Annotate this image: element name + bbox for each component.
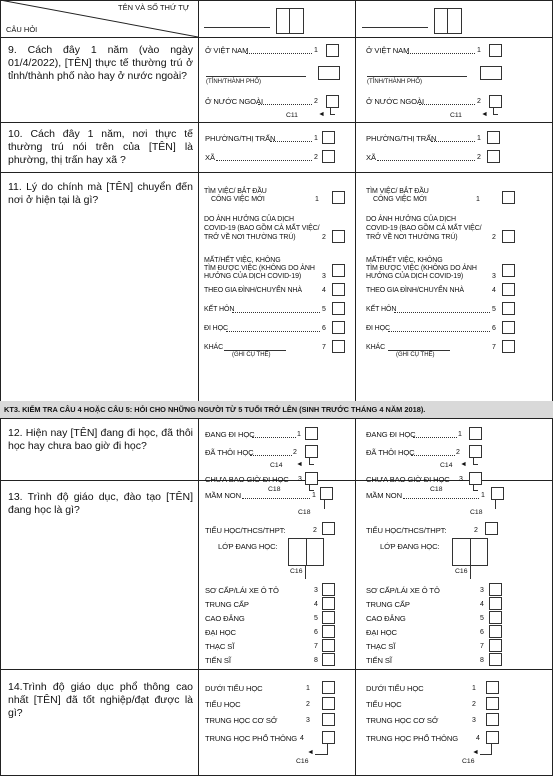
q11-p2-box2[interactable]: [502, 230, 515, 243]
q9-p1-box1[interactable]: [326, 44, 339, 57]
q9-p1-opt-abroad: Ở NƯỚC NGOÀI: [205, 97, 263, 106]
q9-p1-opt-vietnam: Ở VIỆT NAM: [205, 46, 249, 55]
q13-p1-box1[interactable]: [320, 487, 333, 500]
q13-p2-box4[interactable]: [489, 597, 502, 610]
q11-p1-box6[interactable]: [332, 321, 345, 334]
q13-p1-grade-box[interactable]: [288, 538, 324, 566]
q11-p1-box7[interactable]: [332, 340, 345, 353]
q13-p2-box5[interactable]: [489, 611, 502, 624]
q13-p1-box7[interactable]: [322, 639, 335, 652]
q11-p2-box5[interactable]: [502, 302, 515, 315]
q11-p1-box5[interactable]: [332, 302, 345, 315]
q13-p1-box2[interactable]: [322, 522, 335, 535]
q11-p1-box1[interactable]: [332, 191, 345, 204]
q13-p2-box8[interactable]: [489, 653, 502, 666]
q9-text: 9. Cách đây 1 năm (vào ngày 01/4/2022), [TÊN] thực tế thường trú ở tỉnh/thành phố nào hay ở nước ngoài?: [8, 44, 193, 82]
q11-p2-box1[interactable]: [502, 191, 515, 204]
person2-number-box[interactable]: [434, 8, 462, 34]
q11-p1-box4[interactable]: [332, 283, 345, 296]
header-question-label: CÂU HỎI: [6, 25, 38, 34]
q14-p1-box1[interactable]: [322, 681, 335, 694]
q14-p2-box2[interactable]: [486, 697, 499, 710]
q10-p2-box2[interactable]: [487, 150, 500, 163]
q12-text: 12. Hiện nay [TÊN] đang đi học, đã thôi học hay chưa bao giờ đi học?: [8, 427, 193, 452]
q10-p2-box1[interactable]: [487, 131, 500, 144]
q9-p1-province-box[interactable]: [318, 66, 340, 80]
q13-p2-box2[interactable]: [485, 522, 498, 535]
q9-p1-province-line[interactable]: [206, 76, 306, 77]
q13-p2-box3[interactable]: [489, 583, 502, 596]
q13-text: 13. Trình độ giáo dục, đào tạo [TÊN] đang học là gì?: [8, 491, 193, 516]
q11-text: 11. Lý do chính mà [TÊN] chuyển đến nơi ở hiện tại là gì?: [8, 181, 193, 206]
q13-p1-box6[interactable]: [322, 625, 335, 638]
q11-p2-box6[interactable]: [502, 321, 515, 334]
q10-p1-box1[interactable]: [322, 131, 335, 144]
q14-text: 14.Trình độ giáo dục phổ thông cao nhất [TÊN] đã tốt nghiệp/đạt được là gì?: [8, 681, 193, 719]
person1-number-box[interactable]: [276, 8, 304, 34]
q14-p2-box3[interactable]: [486, 713, 499, 726]
q11-p1-other-line[interactable]: [224, 350, 286, 351]
q13-p2-box1[interactable]: [491, 487, 504, 500]
q9-p2-province-box[interactable]: [480, 66, 502, 80]
q13-p2-box7[interactable]: [489, 639, 502, 652]
q11-p1-box2[interactable]: [332, 230, 345, 243]
q13-p2-box6[interactable]: [489, 625, 502, 638]
q10-text: 10. Cách đây 1 năm, nơi thực tế thường trú nói trên của [TÊN] là phường, thị trấn hay xã ?: [8, 128, 193, 166]
q9-p2-opt-abroad: Ở NƯỚC NGOÀI: [366, 97, 424, 106]
q11-p2-box3[interactable]: [502, 264, 515, 277]
q11-p1-box3[interactable]: [332, 264, 345, 277]
q9-p2-box1[interactable]: [489, 44, 502, 57]
section-kt3: KT3. KIỂM TRA CÂU 4 HOẶC CÂU 5: HỎI CHO NHỮNG NGƯỜI TỪ 5 TUỔI TRỞ LÊN (SINH TRƯỚC THÁNG 4 NĂM 2018).: [0, 401, 553, 418]
person2-name-line[interactable]: [362, 27, 428, 28]
q13-p1-box4[interactable]: [322, 597, 335, 610]
q13-p1-box3[interactable]: [322, 583, 335, 596]
q14-p1-box4[interactable]: [322, 731, 335, 744]
q11-p2-box7[interactable]: [502, 340, 515, 353]
header-name-label: TÊN VÀ SỐ THỨ TỰ: [118, 3, 190, 12]
q14-p2-box4[interactable]: [486, 731, 499, 744]
q12-p2-box1[interactable]: [469, 427, 482, 440]
q13-p1-box8[interactable]: [322, 653, 335, 666]
q11-p2-other-line[interactable]: [388, 350, 450, 351]
q14-p2-box1[interactable]: [486, 681, 499, 694]
q12-p1-box1[interactable]: [305, 427, 318, 440]
q13-p1-box5[interactable]: [322, 611, 335, 624]
q13-p2-grade-box[interactable]: [452, 538, 488, 566]
q11-p2-box4[interactable]: [502, 283, 515, 296]
q10-p1-box2[interactable]: [322, 150, 335, 163]
person1-name-line[interactable]: [204, 27, 270, 28]
q14-p1-box3[interactable]: [322, 713, 335, 726]
q9-p2-opt-vietnam: Ở VIỆT NAM: [366, 46, 410, 55]
q14-p1-box2[interactable]: [322, 697, 335, 710]
q9-p2-province-line[interactable]: [367, 76, 467, 77]
